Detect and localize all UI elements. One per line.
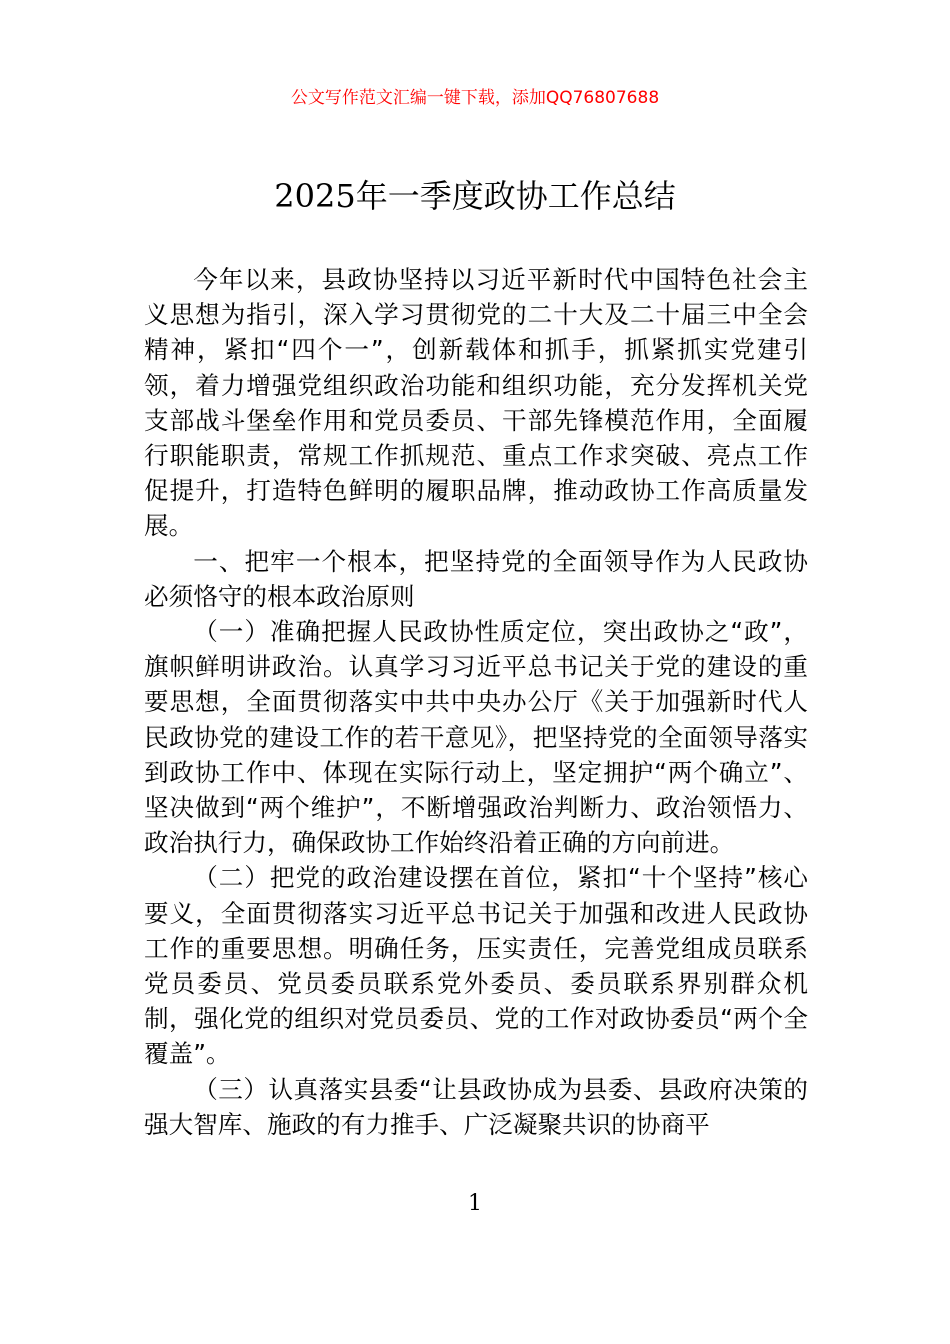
document-title: 2025年一季度政协工作总结: [274, 177, 676, 215]
section-heading-1: 一、把牢一个根本，把坚持党的全面领导作为人民政协必须恪守的根本政治原则: [144, 546, 808, 611]
paragraph-item-1: （一）准确把握人民政协性质定位，突出政协之“政”，旗帜鲜明讲政治。认真学习习近平总书记关于党的建设的重要思想，全面贯彻落实中共中央办公厅《关于加强新时代人民政协党的建设工作的若干意见》，把坚持党的全面领导落实到政协工作中、体现在实际行动上，坚定拥护“两个确立”、坚决做到“两个维护”，不断增强政治判断力、政治领悟力、政治执行力，确保政协工作始终沿着正确的方向前进。: [144, 617, 808, 858]
paragraph-item-3: （三）认真落实县委“让县政协成为县委、县政府决策的强大智库、施政的有力推手、广泛凝聚共识的协商平: [144, 1074, 808, 1139]
paragraph-intro: 今年以来，县政协坚持以习近平新时代中国特色社会主义思想为指引，深入学习贯彻党的二十大及二十届三中全会精神，紧扣“四个一”，创新载体和抓手，抓紧抓实党建引领，着力增强党组织政治功能和组织功能，充分发挥机关党支部战斗堡垒作用和党员委员、干部先锋模范作用，全面履行职能职责，常规工作抓规范、重点工作求突破、亮点工作促提升，打造特色鲜明的履职品牌，推动政协工作高质量发展。: [144, 265, 808, 541]
page-number: 1: [468, 1191, 482, 1216]
paragraph-item-2: （二）把党的政治建设摆在首位，紧扣“十个坚持”核心要义，全面贯彻落实习近平总书记关于加强和改进人民政协工作的重要思想。明确任务，压实责任，完善党组成员联系党员委员、党员委员联系党外委员、委员联系界别群众机制，强化党的组织对党员委员、党的工作对政协委员“两个全覆盖”。: [144, 863, 808, 1069]
watermark-text: 公文写作范文汇编一键下载，添加QQ76807688: [290, 88, 660, 108]
document-body: [144, 262, 808, 1142]
